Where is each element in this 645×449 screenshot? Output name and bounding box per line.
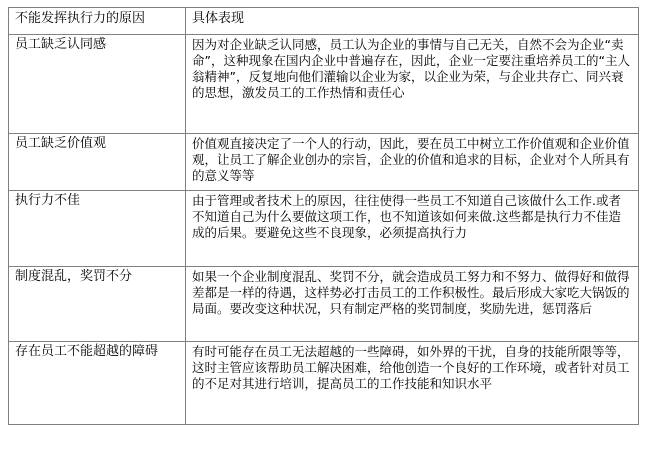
detail-cell: 因为对企业缺乏认同感，员工认为企业的事情与自己无关，自然不会为企业“卖命”，这种现象在国内企业中普遍存在，因此，企业一定要注重培养员工的“主人翁精神”，反复地向他们灌输以企业为家，以企业为荣，与企业共存亡、同兴衰的思想，激发员工的工作热情和责任心 [186,35,639,134]
detail-cell: 有时可能存在员工无法超越的一些障碍，如外界的干扰，自身的技能所限等等，这时主管应该帮助员工解决困难，给他创造一个良好的工作环境，或者针对员工的不足对其进行培训，提高员工的工作技能和知识水平 [186,342,639,425]
table-row [9,191,639,267]
table-header-row [9,8,639,35]
reason-cell: 制度混乱，奖罚不分 [9,267,186,342]
detail-cell: 如果一个企业制度混乱、奖罚不分，就会造成员工努力和不努力、做得好和做得差都是一样的待遇，这样势必打击员工的工作积极性。最后形成大家吃大锅饭的局面。要改变这种状况，只有制定严格的奖罚制度，奖励先进，惩罚落后 [186,267,639,342]
reason-cell: 存在员工不能超越的障碍 [9,342,186,425]
header-reason: 不能发挥执行力的原因 [9,8,186,35]
reason-cell: 员工缺乏价值观 [9,134,186,191]
reasons-table [8,7,639,425]
table-row [9,134,639,191]
table-row [9,342,639,425]
table-row [9,267,639,342]
table-row [9,35,639,134]
detail-cell: 价值观直接决定了一个人的行动，因此，要在员工中树立工作价值观和企业价值观，让员工了解企业创办的宗旨，企业的价值和追求的目标，企业对个人所具有的意义等等 [186,134,639,191]
reason-cell: 员工缺乏认同感 [9,35,186,134]
detail-cell: 由于管理或者技术上的原因，往往使得一些员工不知道自己该做什么工作.或者不知道自己为什么要做这项工作，也不知道该如何来做.这些都是执行力不佳造成的后果。要避免这些不良现象，必须提高执行力 [186,191,639,267]
reason-cell: 执行力不佳 [9,191,186,267]
header-detail: 具体表现 [186,8,639,35]
